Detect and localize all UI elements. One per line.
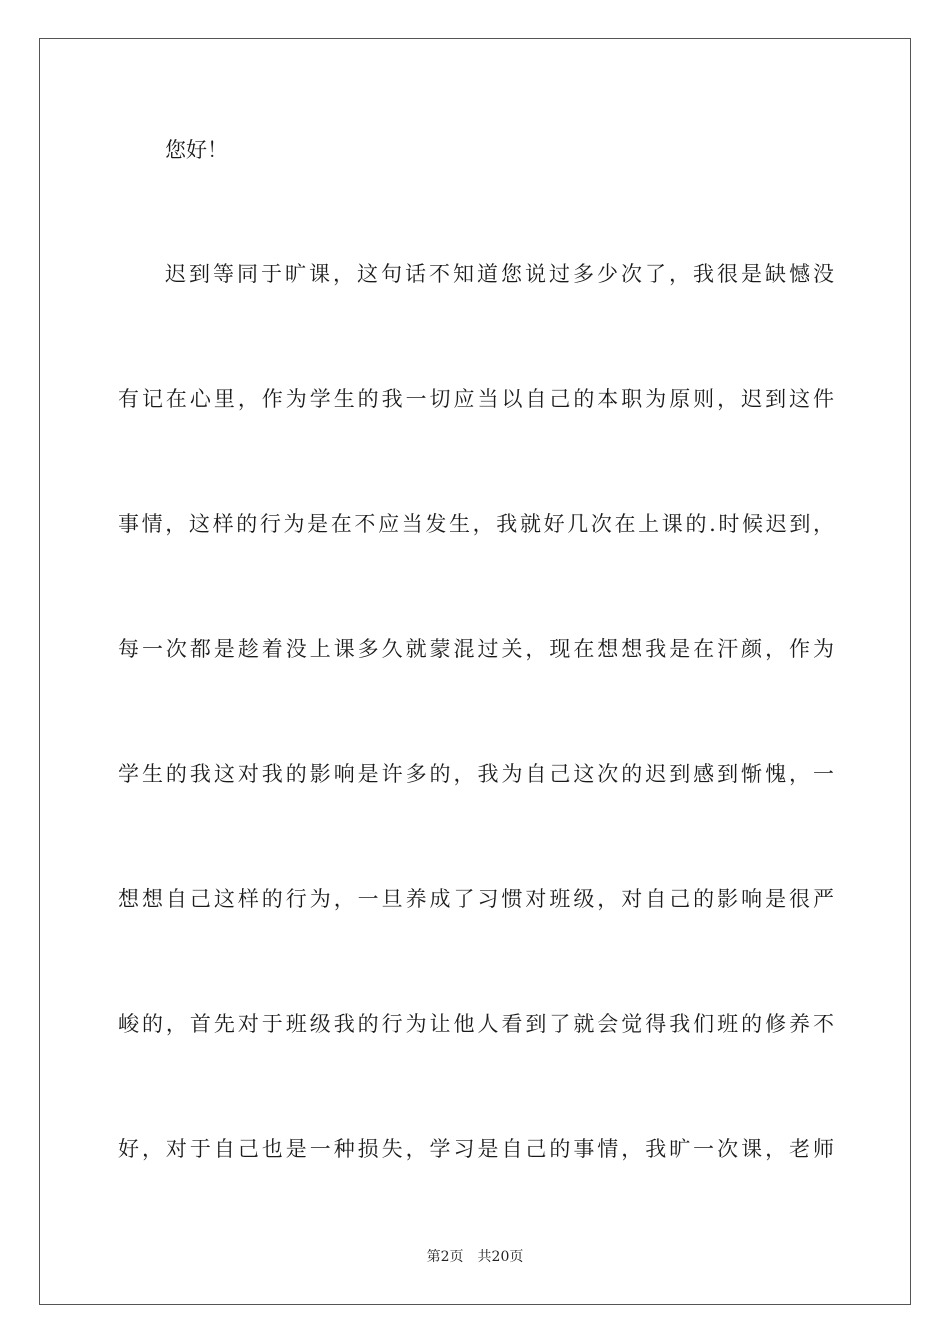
- total-pages: 共20页: [477, 1249, 524, 1265]
- body-line-7: 峻的，首先对于班级我的行为让他人看到了就会觉得我们班的修养不: [118, 1012, 834, 1036]
- body-line-4: 每一次都是趁着没上课多久就蒙混过关，现在想想我是在汗颜，作为: [118, 637, 834, 661]
- page-border: [39, 38, 911, 1305]
- page-footer: [0, 1248, 950, 1266]
- greeting-line: 您好！: [165, 138, 228, 162]
- body-line-1: 迟到等同于旷课，这句话不知道您说过多少次了，我很是缺憾没: [165, 262, 834, 286]
- body-line-2: 有记在心里，作为学生的我一切应当以自己的本职为原则，迟到这件: [118, 387, 834, 411]
- body-line-6: 想想自己这样的行为，一旦养成了习惯对班级，对自己的影响是很严: [118, 887, 834, 911]
- current-page-number: 第2页: [426, 1249, 464, 1265]
- body-line-3: 事情，这样的行为是在不应当发生，我就好几次在上课的.时候迟到，: [118, 512, 834, 536]
- body-line-8: 好，对于自己也是一种损失，学习是自己的事情，我旷一次课，老师: [118, 1137, 834, 1161]
- body-line-5: 学生的我这对我的影响是许多的，我为自己这次的迟到感到惭愧，一: [118, 762, 834, 786]
